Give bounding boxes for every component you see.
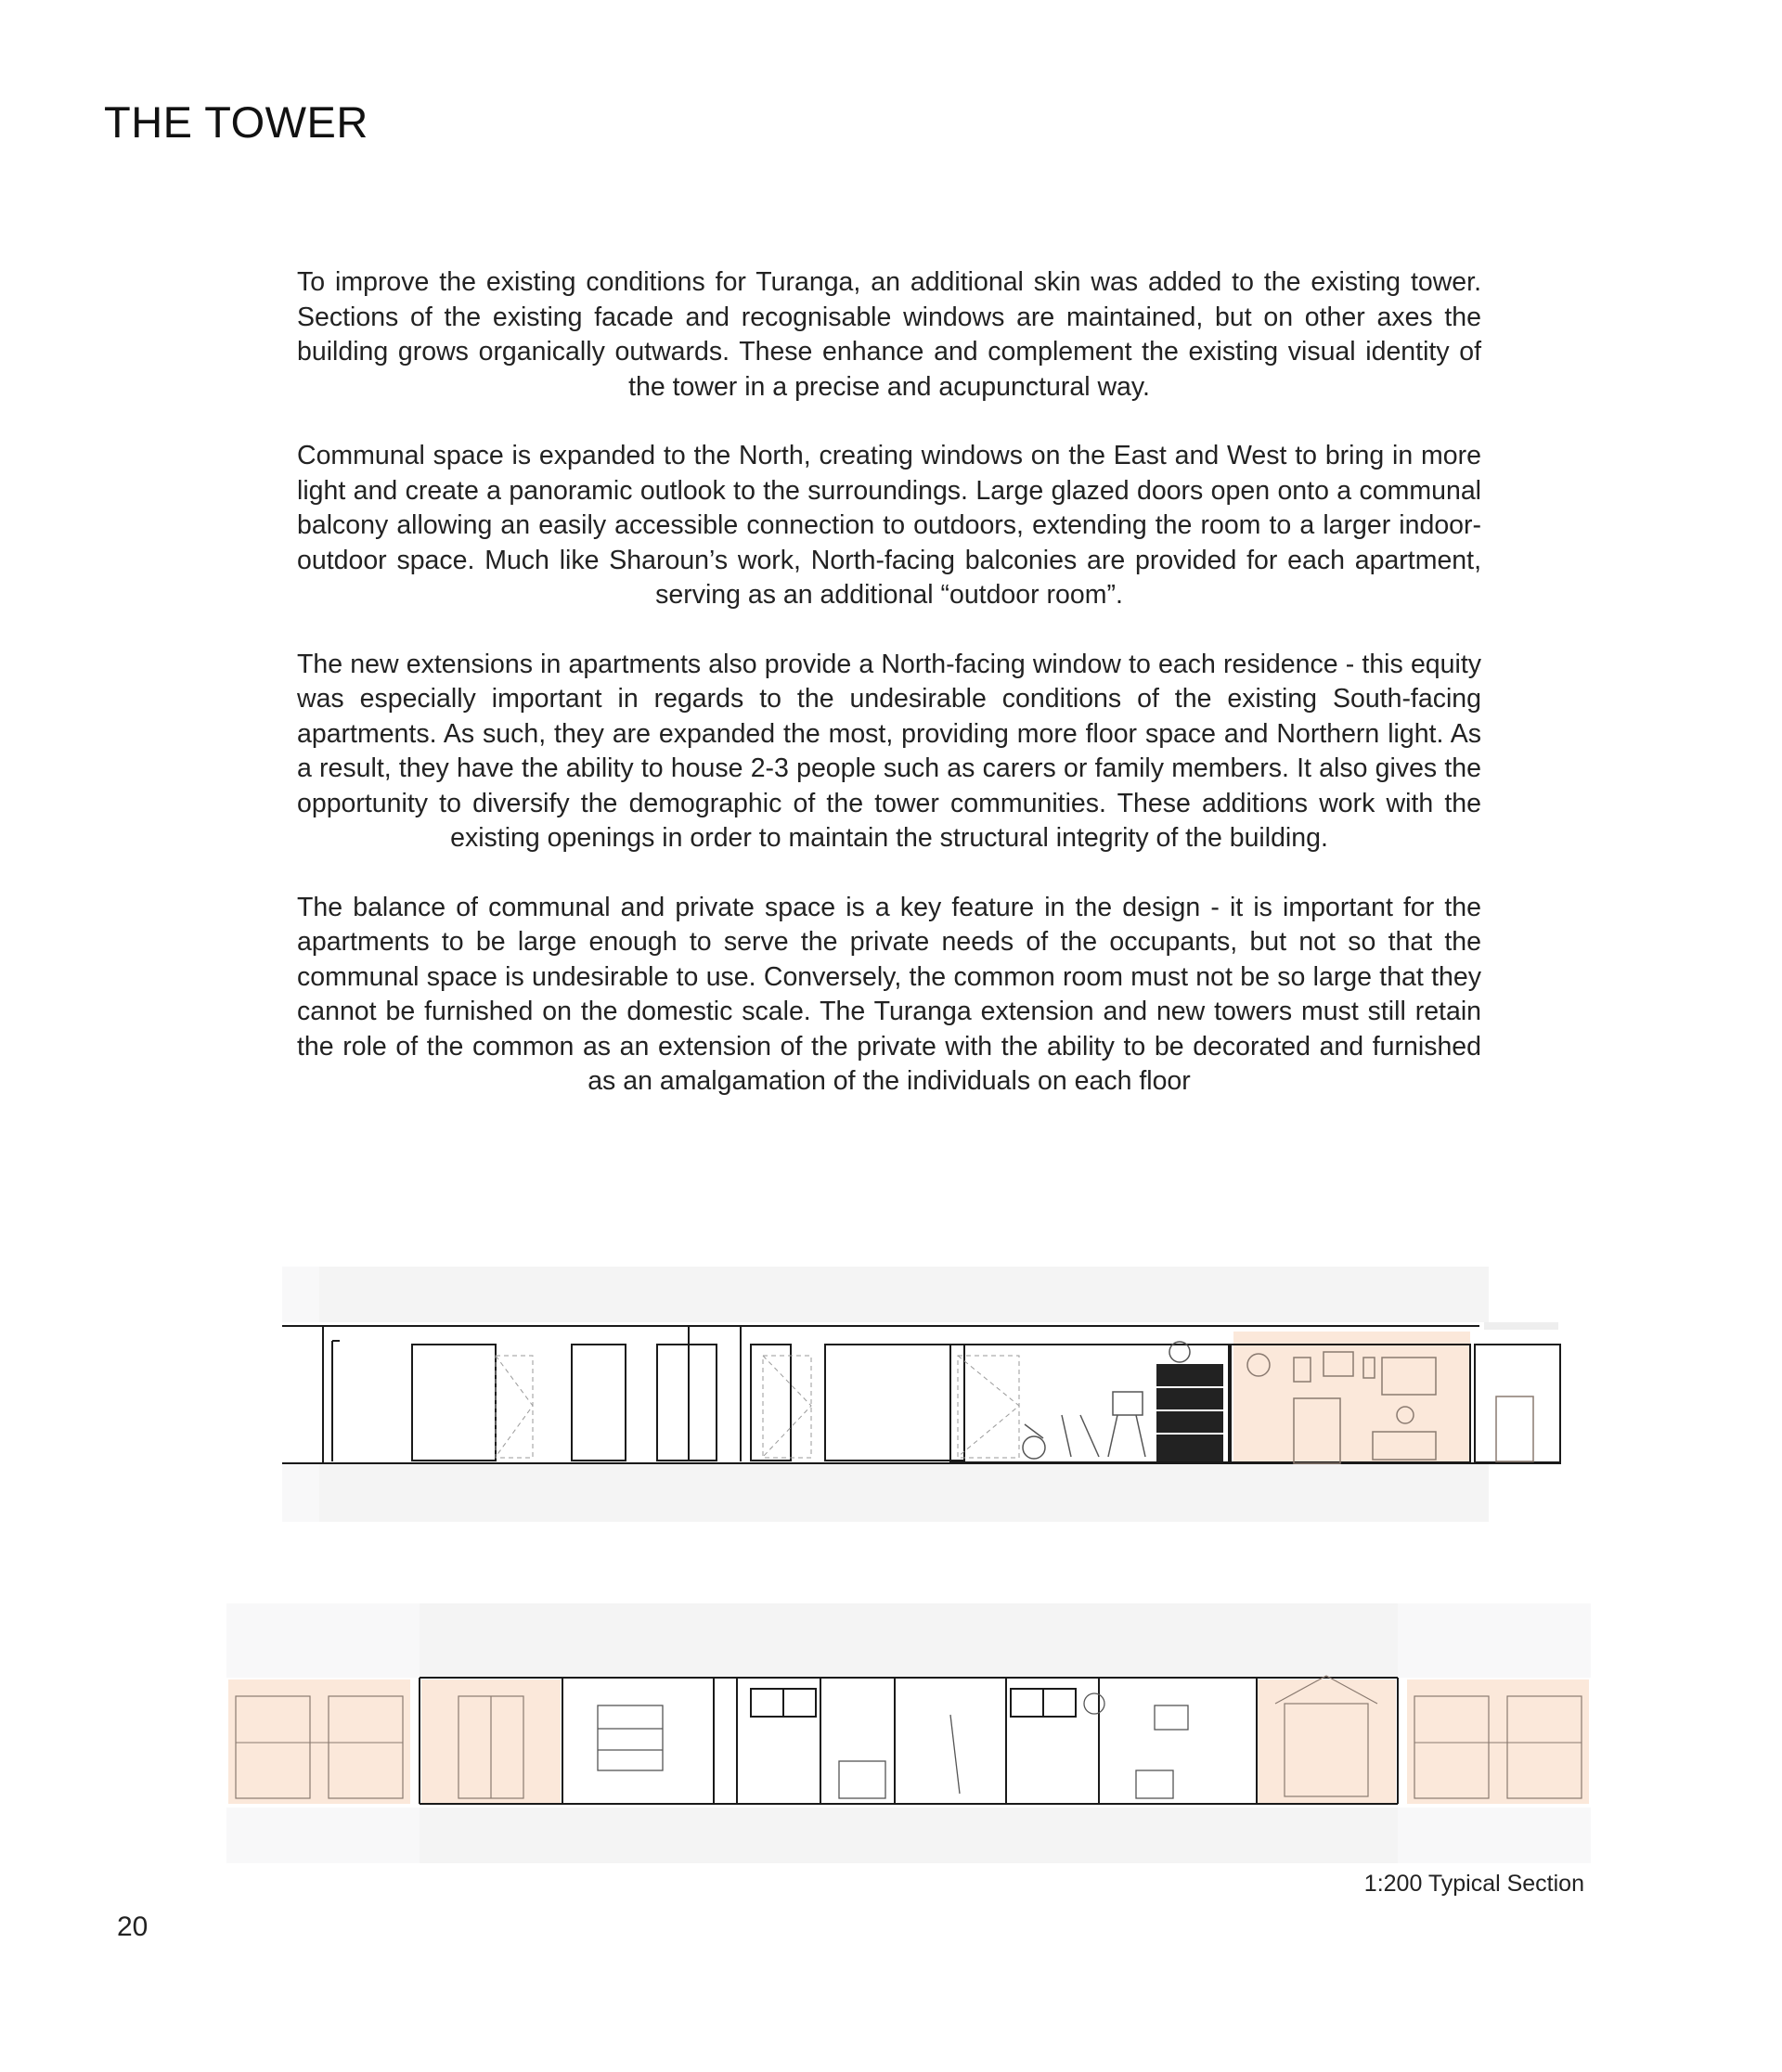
paragraph-3: The new extensions in apartments also provide a North-facing window to each residence - this equity was especially important in regards to the undesirable conditions of the existing South-facing apartments. As such, they are expanded the most, providing more floor space and Northern light. As a result, they have the ability to house 2-3 people such as carers or family members. It also gives the opportunity to diversify the demographic of the tower communities. These additions work with the existing openings in order to maintain the structural integrity of the building. [297, 649, 1481, 853]
upper-section-drawing [282, 1267, 1563, 1525]
lower-section-drawing [226, 1603, 1591, 1863]
page-number: 20 [117, 1911, 148, 1942]
page-title: THE TOWER [104, 97, 368, 147]
body-text [297, 265, 1481, 1134]
paragraph-2: Communal space is expanded to the North, creating windows on the East and West to bring in more light and create a panoramic outlook to the surroundings. Large glazed doors open onto a communal balcony allowing an easily accessible connection to outdoors, extending the room to a larger indoor-outdoor space. Much like Sharoun’s work, North-facing balconies are provided for each apartment, serving as an additional “outdoor room”. [297, 441, 1481, 610]
drawing-caption: 1:200 Typical Section [1363, 1871, 1584, 1897]
paragraph-1: To improve the existing conditions for Turanga, an additional skin was added to the existing tower. Sections of the existing facade and recognisable windows are maintained, but on other axes the building grows organically outwards. These enhance and complement the existing visual identity of the tower in a precise and acupunctural way. [297, 267, 1481, 402]
paragraph-4: The balance of communal and private space is a key feature in the design - it is important for the apartments to be large enough to serve the private needs of the occupants, but not so that the communal space is undesirable to use. Conversely, the common room must not be so large that they cannot be furnished on the domestic scale. The Turanga extension and new towers must still retain the role of the common as an extension of the private with the ability to be decorated and furnished as an amalgamation of the individuals on each floor [297, 892, 1481, 1096]
